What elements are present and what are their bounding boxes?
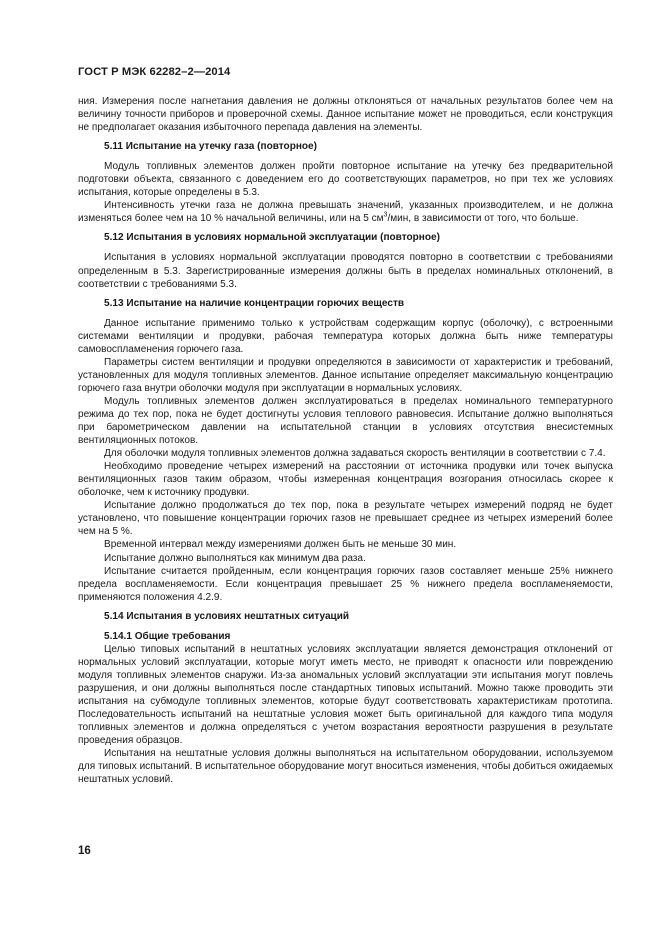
section-5-13-paragraph: Испытание считается пройденным, если концентрация горючих газов составляет меньше 25% нижнего предела воспламеняемости. Если концентрация превышает 25 % нижнего предела воспламеняемости, применяются положения 4.2.9.	[78, 565, 613, 603]
leak-rate-text: Интенсивность утечки газа не должна превышать значений, указанных производителем, и не должна изменяться более чем на 10 % начальной величины, или на 5 см	[78, 200, 613, 225]
section-5-12-title: 5.12 Испытания в условиях нормальной эксплуатации (повторное)	[104, 232, 440, 244]
section-5-13-paragraph: Испытание должно продолжаться до тех пор, пока в результате четырех измерений подряд не будет установлено, что повышение концентрации горючих газов не превышает среднее из четырех измерений более чем на 5 %.	[78, 500, 613, 538]
section-5-13-paragraph: Параметры систем вентиляции и продувки определяются в зависимости от характеристик и требований, установленных для модуля топливных элементов. Данное испытание определяет максимальную концентрацию горючего газа внутри оболочки модуля при эксплуатации в нормальных условиях.	[78, 356, 613, 394]
section-5-14-1-title: 5.14.1 Общие требования	[104, 630, 231, 642]
section-5-13-title: 5.13 Испытание на наличие концентрации горючих веществ	[104, 297, 405, 309]
section-5-11-title: 5.11 Испытание на утечку газа (повторное)	[104, 141, 317, 153]
section-5-13-paragraph: Данное испытание применимо только к устройствам содержащим корпус (оболочку), с встроенными системами вентиляции и продувки, рабочая температура которых должна быть ниже температуры самовоспламенения горючего газа.	[78, 317, 613, 355]
leak-rate-exponent: 3	[383, 212, 388, 220]
section-5-14-title: 5.14 Испытания в условиях нештатных ситуаций	[104, 610, 350, 622]
leak-rate-text-end: /мин, в зависимости от того, что больше.	[387, 213, 579, 225]
section-5-11-paragraph: Модуль топливных элементов должен пройти повторное испытание на утечку без предварительной подготовки объекта, связанного с доведением его до соответствующих параметров, но при тех же условиях испытания, которые определены в 5.3.	[78, 161, 613, 199]
document-header: ГОСТ Р МЭК 62282–2—2014	[78, 66, 231, 78]
section-5-13-paragraph: Для оболочки модуля топливных элементов должна задаваться скорость вентиляции в соответствии с 7.4.	[104, 448, 606, 460]
section-5-14-1-paragraph: Испытания на нештатные условия должны выполняться на испытательном оборудовании, используемом для типовых испытаний. В испытательное оборудование могут вноситься изменения, чтобы добиться ожидаемых нештатных условий.	[78, 748, 613, 786]
section-5-12-paragraph: Испытания в условиях нормальной эксплуатации проводятся повторно в соответствии с требованиями определенным в 5.3. Зарегистрированные измерения должны быть в пределах номинальных отклонений, в соответствии с требованиями 5.3.	[78, 252, 613, 290]
page-content	[78, 95, 613, 786]
page-number: 16	[78, 845, 91, 857]
section-5-13-paragraph: Модуль топливных элементов должен эксплуатироваться в пределах номинального температурного режима до тех пор, пока не будет достигнуты условия теплового равновесия. Испытание должно выполняться при барометрическом давлении на испытательной станции в условиях отсутствия внесистемных вентиляционных потоков.	[78, 395, 613, 447]
section-5-13-paragraph: Необходимо проведение четырех измерений на расстоянии от источника продувки или точек выпуска вентиляционных газов таким образом, чтобы измеренная концентрация возгорания относилась скорее к оболочке, чем к источнику продувки.	[78, 461, 613, 499]
section-5-13-paragraph: Временной интервал между измерениями должен быть не меньше 30 мин.	[104, 539, 457, 551]
section-5-14-1-paragraph: Целью типовых испытаний в нештатных условиях эксплуатации является демонстрация отклонений от нормальных условий эксплуатации, которые могут иметь место, не приводят к опасности или повреждению модуля топливных элементов снаружи. Из-за аномальных условий эксплуатации эти испытания могут повлечь разрушения, и они должны выполняться после стандартных типовых испытаний. Можно также проводить эти испытания на субмодуле топливных элементов, которые будут соответствовать характеристикам прототипа. Последовательность испытаний на нештатные условия может быть оригинальной для каждого типа модуля топливных элементов и должна определяться с учетом возрастания вероятности разрушения в результате проведения образцов.	[78, 643, 613, 747]
section-5-11-paragraph	[78, 199, 613, 225]
continuation-paragraph: ния. Измерения после нагнетания давления не должны отклоняться от начальных результатов более чем на величину точности приборов и проверочной схемы. Данное испытание может не проводиться, если конструкция не предполагает оказания избыточного перепада давления на элементы.	[78, 96, 613, 134]
section-5-13-paragraph: Испытание должно выполняться как минимум два раза.	[104, 552, 366, 564]
